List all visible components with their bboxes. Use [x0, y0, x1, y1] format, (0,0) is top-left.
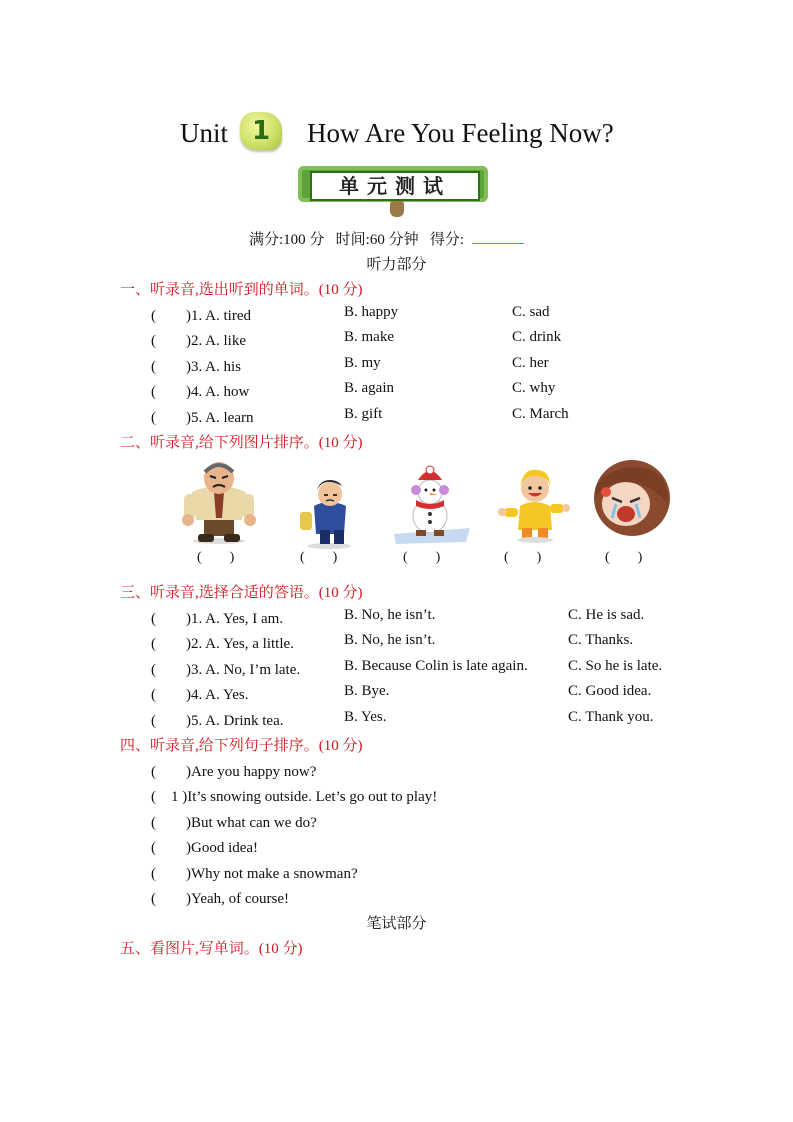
question-text: ( )1. A. tired	[151, 308, 251, 324]
option-b: B. Because Colin is late again.	[344, 658, 528, 674]
full-score: 满分:100 分	[249, 232, 325, 248]
picture-2-answer[interactable]: ( )	[300, 550, 338, 565]
unit-test-sign	[298, 166, 494, 218]
option-b: B. Bye.	[344, 683, 390, 699]
crying-girl-icon	[586, 456, 676, 542]
option-b: B. happy	[344, 304, 399, 320]
question-text: ( )2. A. like	[151, 333, 246, 349]
section-3-title: 三、听录音,选择合适的答语。(10 分)	[120, 585, 363, 601]
unit-label: Unit	[180, 118, 229, 148]
question-text: ( )3. A. No, I’m late.	[151, 662, 301, 678]
option-c: C. Good idea.	[568, 683, 652, 699]
question-text: ( )4. A. how	[151, 384, 250, 400]
option-b: B. gift	[344, 406, 383, 422]
option-b: B. Yes.	[344, 709, 387, 725]
picture-4-answer[interactable]: ( )	[504, 550, 542, 565]
exam-meta	[249, 228, 524, 249]
option-c: C. March	[512, 406, 569, 422]
sign-post	[390, 201, 404, 217]
question-text: ( )2. A. Yes, a little.	[151, 636, 294, 652]
option-c: C. Thanks.	[568, 632, 634, 648]
option-c: C. why	[512, 380, 556, 396]
option-c: C. Thank you.	[568, 709, 654, 725]
question-text: ( )4. A. Yes.	[151, 687, 249, 703]
sentence-item: ( )Why not make a snowman?	[151, 866, 358, 882]
sentence-item: ( )But what can we do?	[151, 815, 317, 831]
happy-child-icon	[490, 464, 580, 550]
option-b: B. again	[344, 380, 394, 396]
section-2-title: 二、听录音,给下列图片排序。(10 分)	[120, 435, 363, 451]
option-c: C. He is sad.	[568, 607, 645, 623]
writing-section-label: 笔试部分	[366, 916, 427, 932]
score-label: 得分:	[429, 232, 465, 248]
picture-1-answer[interactable]: ( )	[197, 550, 235, 565]
section-4-title: 四、听录音,给下列句子排序。(10 分)	[120, 738, 363, 754]
sentence-item: ( )Are you happy now?	[151, 764, 317, 780]
listening-section-label: 听力部分	[366, 257, 427, 273]
tired-boy-icon	[284, 470, 374, 556]
option-c: C. her	[512, 355, 549, 371]
sentence-item: ( )Good idea!	[151, 840, 259, 856]
section-1-title: 一、听录音,选出听到的单词。(10 分)	[120, 282, 363, 298]
option-c: C. drink	[512, 329, 562, 345]
angry-man-icon	[174, 458, 264, 544]
picture-5-answer[interactable]: ( )	[605, 550, 643, 565]
question-text: ( )3. A. his	[151, 359, 242, 375]
option-b: B. my	[344, 355, 381, 371]
unit-title-text: How Are You Feeling Now?	[307, 118, 614, 148]
snowman-icon	[386, 462, 476, 548]
unit-title	[0, 112, 793, 156]
time-limit: 时间:60 分钟	[335, 232, 419, 248]
question-text: ( )5. A. Drink tea.	[151, 713, 284, 729]
unit-number-badge: 1	[240, 112, 282, 150]
option-b: B. No, he isn’t.	[344, 632, 436, 648]
option-c: C. So he is late.	[568, 658, 663, 674]
sentence-item: ( 1 )It’s snowing outside. Let’s go out to play!	[151, 789, 438, 805]
section-5-title: 五、看图片,写单词。(10 分)	[120, 941, 303, 957]
question-text: ( )5. A. learn	[151, 410, 254, 426]
picture-3-answer[interactable]: ( )	[403, 550, 441, 565]
option-b: B. make	[344, 329, 394, 345]
sentence-item: ( )Yeah, of course!	[151, 891, 290, 907]
question-text: ( )1. A. Yes, I am.	[151, 611, 284, 627]
sign-label: 单元测试	[310, 171, 480, 201]
option-b: B. No, he isn’t.	[344, 607, 436, 623]
option-c: C. sad	[512, 304, 550, 320]
score-blank[interactable]	[472, 229, 524, 244]
